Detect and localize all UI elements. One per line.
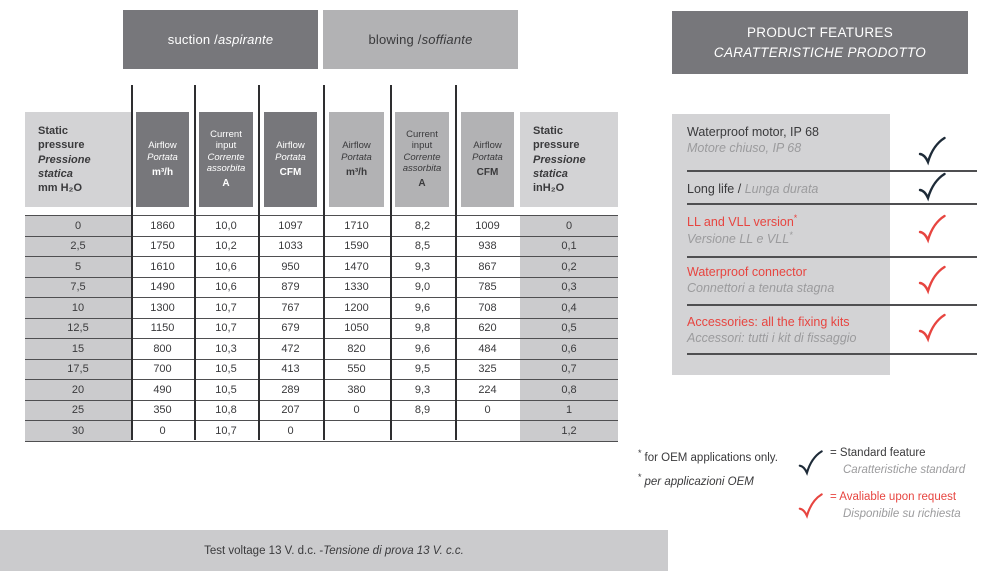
table-cell: 0,8 <box>520 380 618 400</box>
current-en: Current input <box>406 128 438 152</box>
table-row <box>25 297 618 318</box>
airflow-cfm-unit: CFM <box>279 166 302 178</box>
feature-subtitle: Versione LL e VLL <box>687 232 790 247</box>
checkmark-icon <box>798 491 823 521</box>
feature-title: Accessories: all the fixing kits <box>687 315 850 329</box>
legend-en: = Standard feature <box>830 447 926 459</box>
table-cell: 20 <box>25 380 131 400</box>
table-cell: 1860 <box>150 219 175 232</box>
column-header-airflow-cfm-suction <box>264 112 317 207</box>
static-pressure-en2: pressure <box>533 139 580 152</box>
asterisk-marker: * <box>638 471 642 482</box>
airflow-unit: m³/h <box>345 166 368 178</box>
table-cell: 1097 <box>278 219 303 232</box>
table-column-divider <box>390 85 392 440</box>
table-row <box>25 277 618 298</box>
static-pressure-unit-in: inH₂O <box>533 182 565 195</box>
table-cell: 484 <box>478 342 497 355</box>
table-row <box>25 359 618 380</box>
feature-title: Long life / <box>687 182 745 196</box>
feature-long-life <box>687 181 887 197</box>
legend-available-upon-request <box>830 489 1000 522</box>
asterisk-marker: * <box>638 448 642 458</box>
table-row <box>25 318 618 339</box>
product-features-title-en: PRODUCT FEATURES <box>746 24 894 40</box>
table-cell: 0,7 <box>520 360 618 380</box>
table-cell: 0 <box>520 216 618 236</box>
table-cell: 380 <box>347 383 366 396</box>
table-cell: 17,5 <box>25 360 131 380</box>
checkmark-icon <box>918 172 946 202</box>
suction-label-en: suction / <box>167 32 218 47</box>
checkmark-icon <box>918 265 946 295</box>
table-column-divider <box>194 85 196 440</box>
table-cell: 767 <box>281 301 300 314</box>
airflow-en: Airflow <box>473 140 502 152</box>
table-cell: 9,3 <box>414 383 431 396</box>
product-features-title-it: CARATTERISTICHE PRODOTTO <box>713 44 927 60</box>
feature-accessories <box>687 314 887 346</box>
table-cell: 879 <box>281 281 300 294</box>
table-cell: 820 <box>347 342 366 355</box>
performance-table <box>25 215 618 442</box>
current-en: Current input <box>210 128 242 152</box>
feature-subtitle: Lunga durata <box>744 182 819 196</box>
feature-subtitle: Accessori: tutti i kit di fissaggio <box>687 331 857 345</box>
airflow-it: Portata <box>147 151 178 163</box>
feature-divider <box>687 304 977 306</box>
column-header-airflow-cfm-blowing <box>461 112 514 207</box>
airflow-en: Airflow <box>276 140 305 152</box>
feature-divider <box>687 256 977 258</box>
table-cell: 1750 <box>150 240 175 253</box>
table-cell: 10,3 <box>215 342 237 355</box>
test-voltage-footer <box>0 530 668 571</box>
table-cell: 10,7 <box>215 301 237 314</box>
feature-subtitle: Motore chiuso, IP 68 <box>687 141 802 155</box>
feature-title: Waterproof connector <box>687 265 807 279</box>
static-pressure-unit-mm: mm H₂O <box>38 182 83 195</box>
table-cell: 207 <box>281 404 300 417</box>
table-cell: 0,3 <box>520 278 618 298</box>
table-column-divider <box>455 85 457 440</box>
table-cell: 413 <box>281 363 300 376</box>
table-cell: 0 <box>287 424 294 437</box>
checkmark-icon <box>798 448 823 478</box>
table-row <box>25 256 618 277</box>
table-cell <box>390 421 455 441</box>
table-cell: 224 <box>478 383 497 396</box>
table-cell: 15 <box>25 339 131 359</box>
table-cell: 2,5 <box>25 237 131 257</box>
table-cell: 10 <box>25 298 131 318</box>
table-cell: 708 <box>478 301 497 314</box>
table-cell: 700 <box>153 363 172 376</box>
static-pressure-en1: Static <box>533 125 563 137</box>
airflow-it: Portata <box>275 151 306 163</box>
checkmark-icon <box>918 136 946 166</box>
feature-divider <box>687 203 977 205</box>
static-pressure-en2: pressure <box>38 139 85 152</box>
table-cell: 1150 <box>150 322 175 335</box>
column-header-static-pressure-mm <box>25 112 131 207</box>
column-header-static-pressure-in <box>520 112 618 207</box>
table-cell: 1300 <box>150 301 175 314</box>
legend-it: Caratteristiche standard <box>843 463 966 476</box>
blowing-label-it: soffiante <box>421 32 473 47</box>
table-cell: 1470 <box>344 260 369 273</box>
table-row <box>25 379 618 400</box>
static-pressure-it2: statica <box>533 167 568 180</box>
table-cell: 10,6 <box>215 281 237 294</box>
table-cell: 938 <box>478 240 497 253</box>
legend-it: Disponibile su richiesta <box>843 507 961 520</box>
table-row <box>25 215 618 236</box>
table-cell: 7,5 <box>25 278 131 298</box>
table-row <box>25 236 618 257</box>
table-cell: 10,2 <box>215 240 237 253</box>
table-cell <box>455 421 520 441</box>
column-header-airflow-m3h-blowing <box>329 112 384 207</box>
table-cell: 1050 <box>344 322 369 335</box>
table-cell: 0,6 <box>520 339 618 359</box>
oem-note-it: per applicazioni OEM <box>644 475 754 488</box>
current-it: Corrente assorbita <box>402 151 442 174</box>
blowing-label-en: blowing / <box>368 32 422 47</box>
table-row <box>25 400 618 421</box>
feature-waterproof-motor <box>687 124 887 156</box>
table-cell: 1610 <box>150 260 175 273</box>
table-row <box>25 420 618 441</box>
table-cell: 289 <box>281 383 300 396</box>
column-header-current-suction <box>199 112 253 207</box>
table-cell: 9,3 <box>414 260 431 273</box>
static-pressure-it1: Pressione <box>533 153 586 166</box>
table-cell: 867 <box>478 260 497 273</box>
table-cell: 800 <box>153 342 172 355</box>
table-cell: 10,8 <box>215 404 237 417</box>
current-unit: A <box>222 178 230 190</box>
table-cell: 679 <box>281 322 300 335</box>
product-features-header <box>672 11 968 74</box>
table-row <box>25 338 618 359</box>
table-cell: 10,5 <box>215 363 237 376</box>
table-cell: 1,2 <box>520 421 618 441</box>
table-cell: 1710 <box>344 219 369 232</box>
airflow-it: Portata <box>472 151 503 163</box>
table-cell: 1033 <box>278 240 303 253</box>
feature-divider <box>687 353 977 355</box>
table-cell: 8,2 <box>414 219 431 232</box>
table-cell: 10,7 <box>215 424 237 437</box>
airflow-en: Airflow <box>148 140 177 152</box>
static-pressure-en1: Static <box>38 125 68 137</box>
table-cell <box>323 421 390 441</box>
table-cell: 550 <box>347 363 366 376</box>
table-cell: 10,5 <box>215 383 237 396</box>
table-cell: 785 <box>478 281 497 294</box>
airflow-unit: m³/h <box>151 166 174 178</box>
table-cell: 25 <box>25 401 131 421</box>
table-cell: 10,7 <box>215 322 237 335</box>
table-cell: 10,0 <box>215 219 237 232</box>
legend-en: = Avaliable upon request <box>830 491 957 503</box>
table-cell: 490 <box>153 383 172 396</box>
table-column-divider <box>323 85 325 440</box>
table-cell: 5 <box>25 257 131 277</box>
table-cell: 1590 <box>344 240 369 253</box>
table-cell: 472 <box>281 342 300 355</box>
feature-ll-vll-version <box>687 213 887 247</box>
table-cell: 0 <box>25 216 131 236</box>
table-cell: 12,5 <box>25 319 131 339</box>
oem-footnote <box>638 445 778 492</box>
suction-label-it: aspirante <box>217 32 274 47</box>
suction-group-header <box>123 10 318 69</box>
airflow-en: Airflow <box>342 140 371 152</box>
asterisk-marker: * <box>793 213 798 223</box>
checkmark-icon <box>918 214 946 244</box>
table-cell: 9,0 <box>414 281 431 294</box>
table-cell: 9,8 <box>414 322 431 335</box>
column-header-airflow-m3h-suction <box>136 112 189 207</box>
table-cell: 0,5 <box>520 319 618 339</box>
feature-title: Waterproof motor, IP 68 <box>687 125 820 139</box>
table-cell: 950 <box>281 260 300 273</box>
feature-waterproof-connector <box>687 264 887 296</box>
table-cell: 30 <box>25 421 131 441</box>
table-cell: 0,4 <box>520 298 618 318</box>
table-cell: 9,6 <box>414 342 431 355</box>
table-column-divider <box>131 85 133 440</box>
oem-note-en: for OEM applications only. <box>644 451 778 464</box>
table-cell: 9,5 <box>414 363 431 376</box>
current-it: Corrente assorbita <box>206 151 246 174</box>
airflow-it: Portata <box>341 151 372 163</box>
table-cell: 325 <box>478 363 497 376</box>
table-cell: 1490 <box>150 281 175 294</box>
table-column-divider <box>258 85 260 440</box>
table-cell: 0,1 <box>520 237 618 257</box>
blowing-group-header <box>323 10 518 69</box>
table-cell: 0 <box>353 404 360 417</box>
table-cell: 9,6 <box>414 301 431 314</box>
table-cell: 0 <box>159 424 166 437</box>
footer-it: Tensione di prova 13 V. c.c. <box>323 544 464 557</box>
table-cell: 8,5 <box>414 240 431 253</box>
table-cell: 350 <box>153 404 172 417</box>
table-cell: 1200 <box>344 301 369 314</box>
feature-title: LL and VLL version <box>687 215 794 230</box>
table-cell: 10,6 <box>215 260 237 273</box>
asterisk-marker: * <box>789 230 793 241</box>
table-cell: 0 <box>484 404 491 417</box>
table-cell: 8,9 <box>414 404 431 417</box>
table-cell: 1330 <box>344 281 369 294</box>
static-pressure-it1: Pressione <box>38 153 91 166</box>
airflow-cfm-unit: CFM <box>476 166 499 178</box>
table-cell: 0,2 <box>520 257 618 277</box>
static-pressure-it2: statica <box>38 167 73 180</box>
legend-standard-feature <box>830 445 1000 478</box>
current-unit: A <box>418 178 426 190</box>
table-cell: 1 <box>520 401 618 421</box>
table-cell: 1009 <box>475 219 500 232</box>
footer-en: Test voltage 13 V. d.c. - <box>204 544 324 557</box>
checkmark-icon <box>918 313 946 343</box>
feature-subtitle: Connettori a tenuta stagna <box>687 281 835 295</box>
table-cell: 620 <box>478 322 497 335</box>
column-header-current-blowing <box>395 112 449 207</box>
